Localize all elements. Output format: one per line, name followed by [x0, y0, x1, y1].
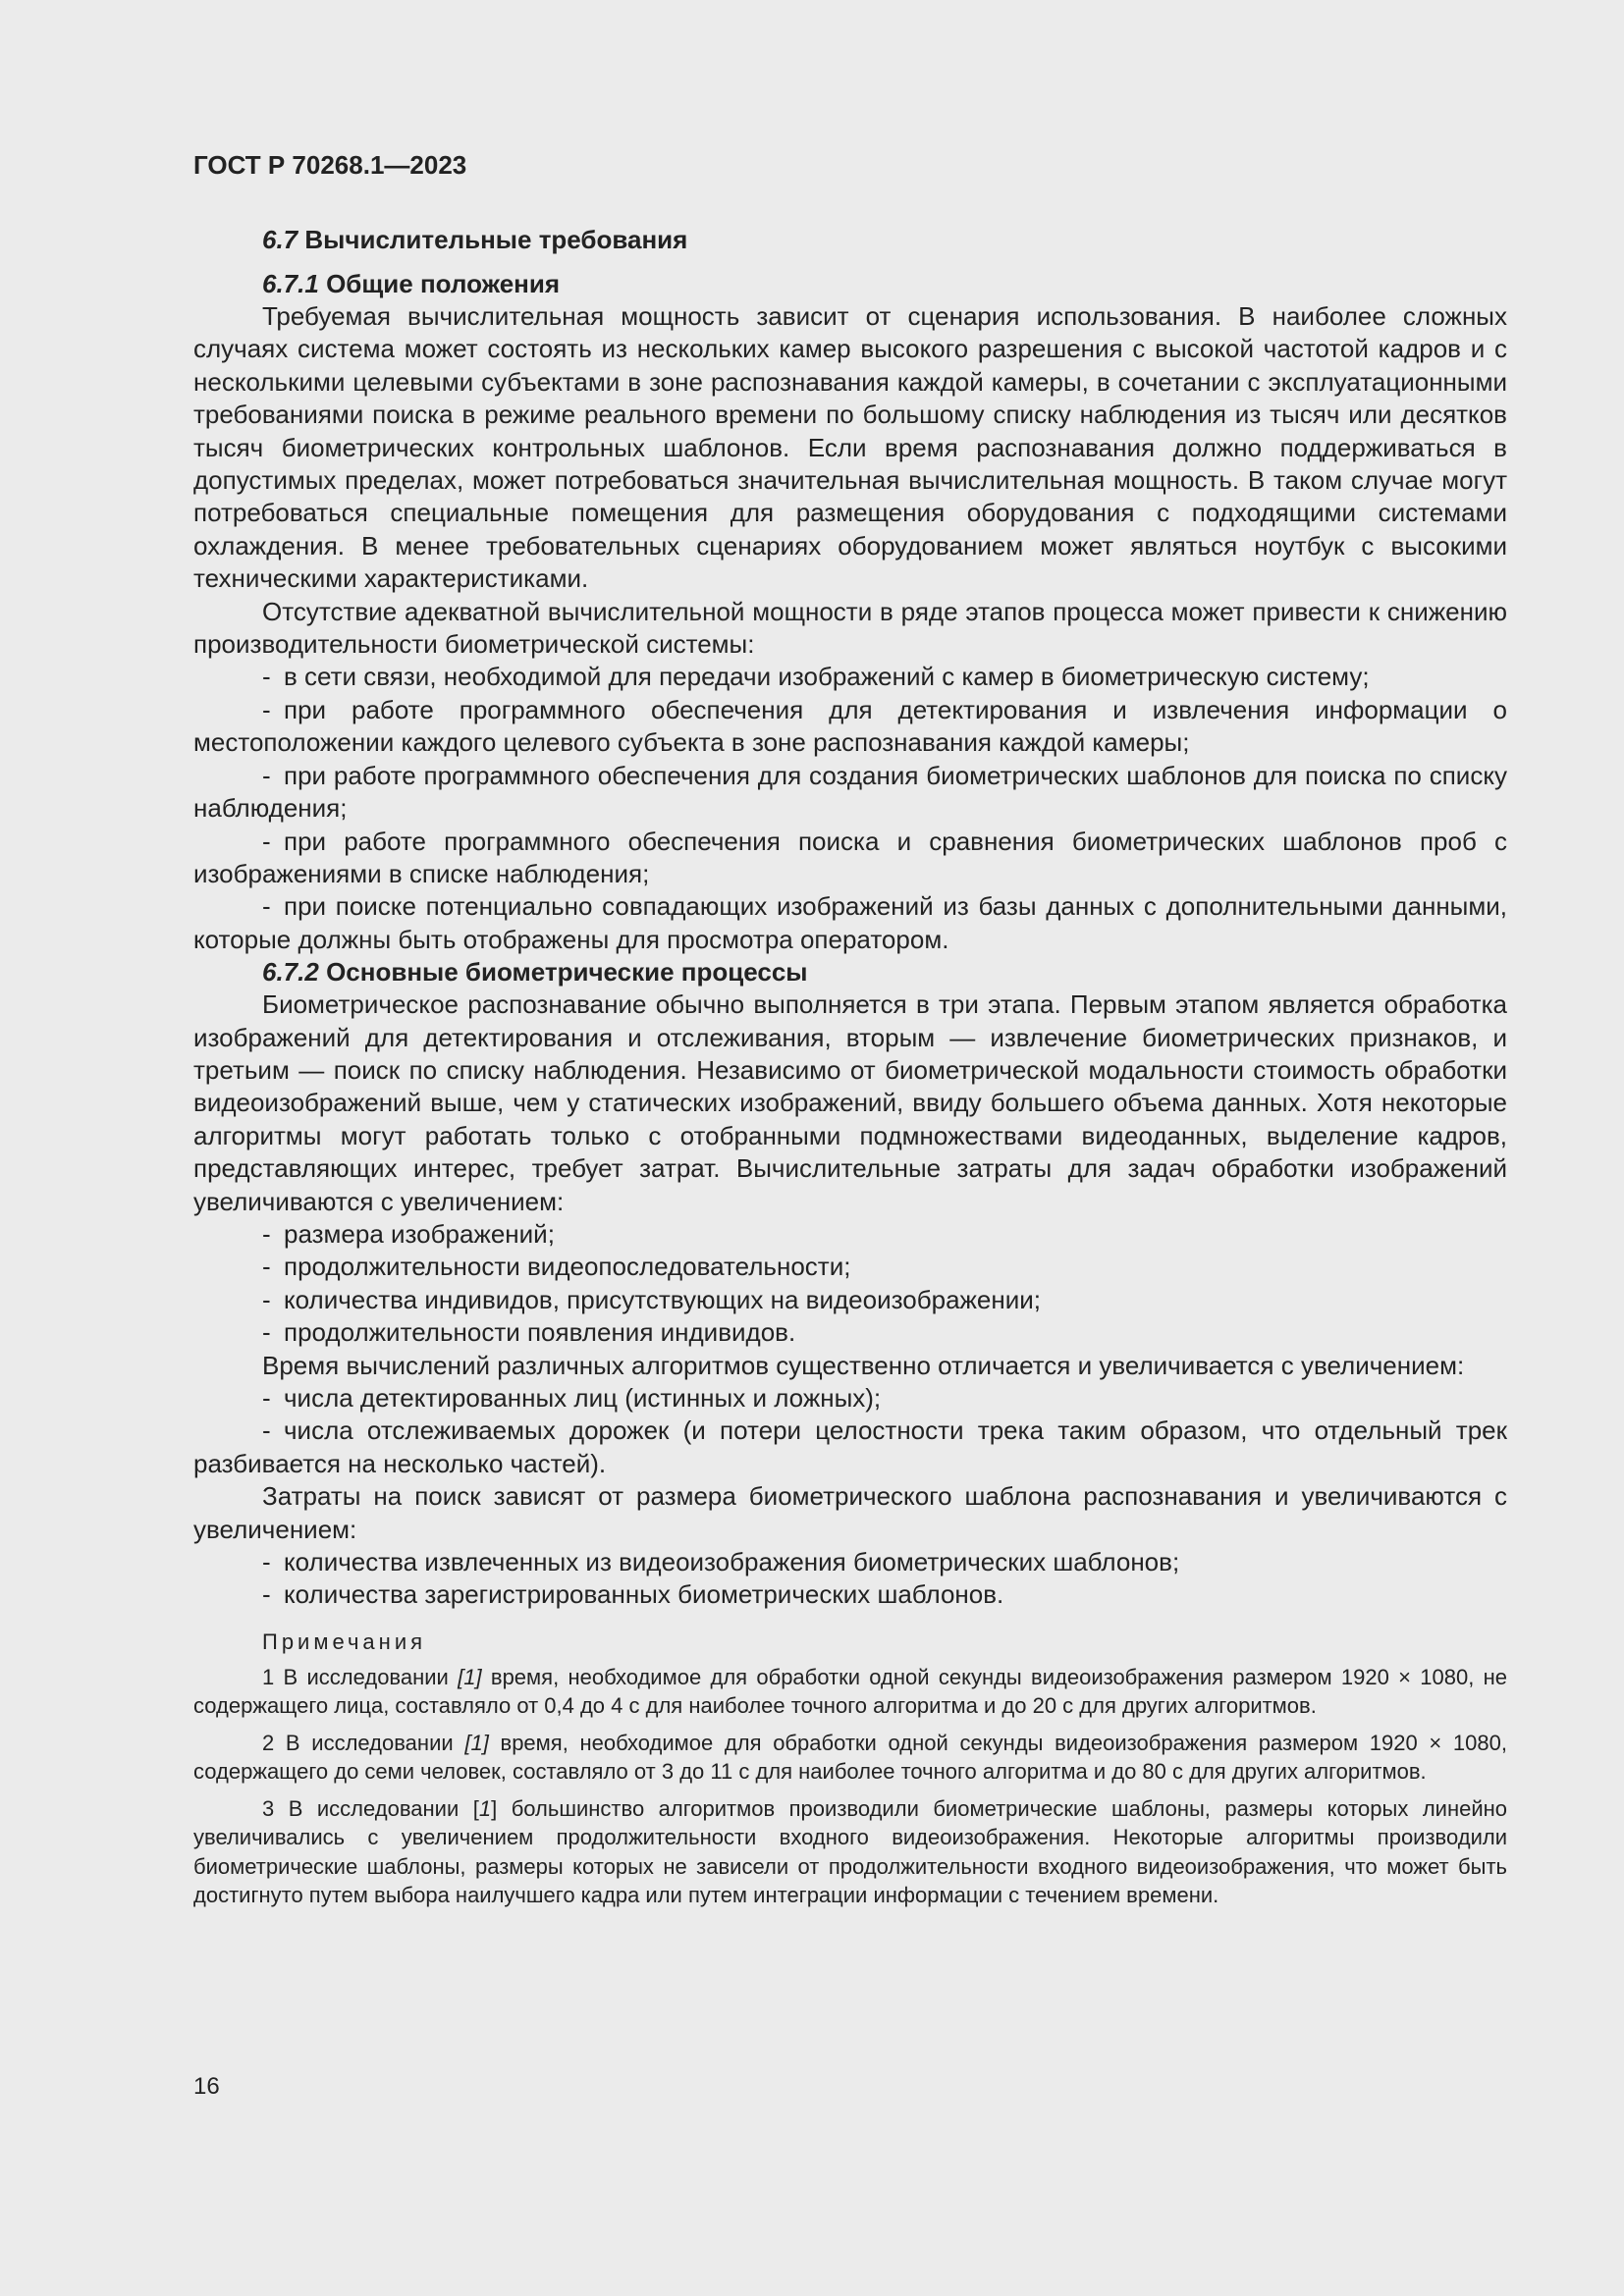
section-title: Общие положения: [326, 269, 561, 298]
list-item: - при поиске потенциально совпадающих изображений из базы данных с дополнительными данными, которые должны быть отображены для просмотра оператором.: [193, 891, 1507, 954]
note-item: 1 В исследовании [1] время, необходимое для обработки одной секунды видеоизображения размером 1920 × 1080, не содержащего лица, составляло от 0,4 до 4 с для наиболее точного алгоритма и до 20 с для других алгоритмов.: [193, 1664, 1507, 1719]
list-item: - количества зарегистрированных биометрических шаблонов.: [262, 1579, 1004, 1610]
list-item: - в сети связи, необходимой для передачи изображений с камер в биометрическую систему;: [262, 662, 1370, 692]
section-title: Вычислительные требования: [304, 225, 688, 254]
list-item: - количества индивидов, присутствующих на видеоизображении;: [262, 1284, 1042, 1314]
reference-link: 1: [478, 1795, 492, 1821]
paragraph: Требуемая вычислительная мощность зависит от сценария использования. В наиболее сложных случаях система может состоять из нескольких камер высокого разрешения с высокой частотой кадров и с несколькими целевыми субъектами в зоне распознавания каждой камеры, в сочетании с эксплуатационными требованиями поиска в режиме реального времени по большому списку наблюдения из тысяч или десятков тысяч биометрических контрольных шаблонов. Если время распознавания должно поддерживаться в допустимых пределах, может потребоваться значительная вычислительная мощность. В таком случае могут потребоваться специальные помещения для размещения оборудования с подходящими системами охлаждения. В менее требовательных сценариях оборудованием может являться ноутбук с высокими техническими характеристиками.: [193, 301, 1507, 594]
paragraph: Биометрическое распознавание обычно выполняется в три этапа. Первым этапом является обработка изображений для детектирования и отслеживания, вторым — извлечение биометрических признаков, и третьим — поиск по списку наблюдения. Независимо от биометрической модальности стоимость обработки видеоизображений выше, чем у статических изображений, ввиду большего объема данных. Хотя некоторые алгоритмы могут работать только с отобранными подмножествами видеоданных, выделение кадров, представляющих интерес, требует затрат. Вычислительные затраты для задач обработки изображений увеличиваются с увеличением:: [193, 989, 1507, 1216]
list-item: - продолжительности видеопоследовательности;: [262, 1252, 851, 1282]
list-item: - при работе программного обеспечения для создания биометрических шаблонов для поиска по списку наблюдения;: [193, 760, 1507, 824]
section-number: 6.7.2: [262, 957, 319, 988]
list-item: - размера изображений;: [262, 1218, 555, 1249]
reference-link: [1]: [464, 1730, 489, 1755]
list-item: - при работе программного обеспечения поиска и сравнения биометрических шаблонов проб с изображениями в списке наблюдения;: [193, 826, 1507, 888]
document-code-header: ГОСТ Р 70268.1—2023: [193, 150, 467, 180]
list-item: - числа отслеживаемых дорожек (и потери целостности трека таким образом, что отдельный трек разбивается на несколько частей).: [193, 1415, 1507, 1478]
document-page: [193, 0, 1507, 2296]
note-item: 2 В исследовании [1] время, необходимое для обработки одной секунды видеоизображения размером 1920 × 1080, содержащего до семи человек, составляло от 3 до 11 с для наиболее точного алгоритма и до 80 с для других алгоритмов.: [193, 1730, 1507, 1785]
list-item: - количества извлеченных из видеоизображения биометрических шаблонов;: [262, 1547, 1180, 1577]
section-number: 6.7.1: [262, 269, 319, 298]
document-body: [193, 224, 1507, 1918]
list-item: - при работе программного обеспечения для детектирования и извлечения информации о местоположении каждого целевого субъекта в зоне распознавания каждой камеры;: [193, 694, 1507, 758]
section-6-7-1-heading: [193, 268, 1507, 300]
list-item: - продолжительности появления индивидов.: [262, 1317, 796, 1348]
list-item: - числа детектированных лиц (истинных и ложных);: [262, 1383, 882, 1413]
section-number: 6.7: [262, 225, 298, 254]
section-title: Основные биометрические процессы: [326, 957, 808, 988]
section-6-7-heading: [193, 224, 1507, 256]
note-item: 3 В исследовании [1] большинство алгоритмов производили биометрические шаблоны, размеры которых линейно увеличивались с увеличением продолжительности входного видеоизображения. Некоторые алгоритмы производили биометрические шаблоны, размеры которых не зависели от продолжительности входного видеоизображения, что может быть достигнуто путем выбора наилучшего кадра или путем интеграции информации с течением времени.: [193, 1795, 1508, 1908]
page-number: 16: [193, 2073, 220, 2100]
reference-link: [1]: [458, 1664, 482, 1689]
section-6-7-2-heading: [193, 956, 1507, 988]
paragraph: Время вычислений различных алгоритмов существенно отличается и увеличивается с увеличением:: [262, 1350, 1465, 1380]
paragraph: Отсутствие адекватной вычислительной мощности в ряде этапов процесса может привести к снижению производительности биометрической системы:: [193, 596, 1507, 660]
notes-heading: Примечания: [262, 1629, 427, 1654]
paragraph: Затраты на поиск зависят от размера биометрического шаблона распознавания и увеличиваются с увеличением:: [193, 1481, 1507, 1544]
